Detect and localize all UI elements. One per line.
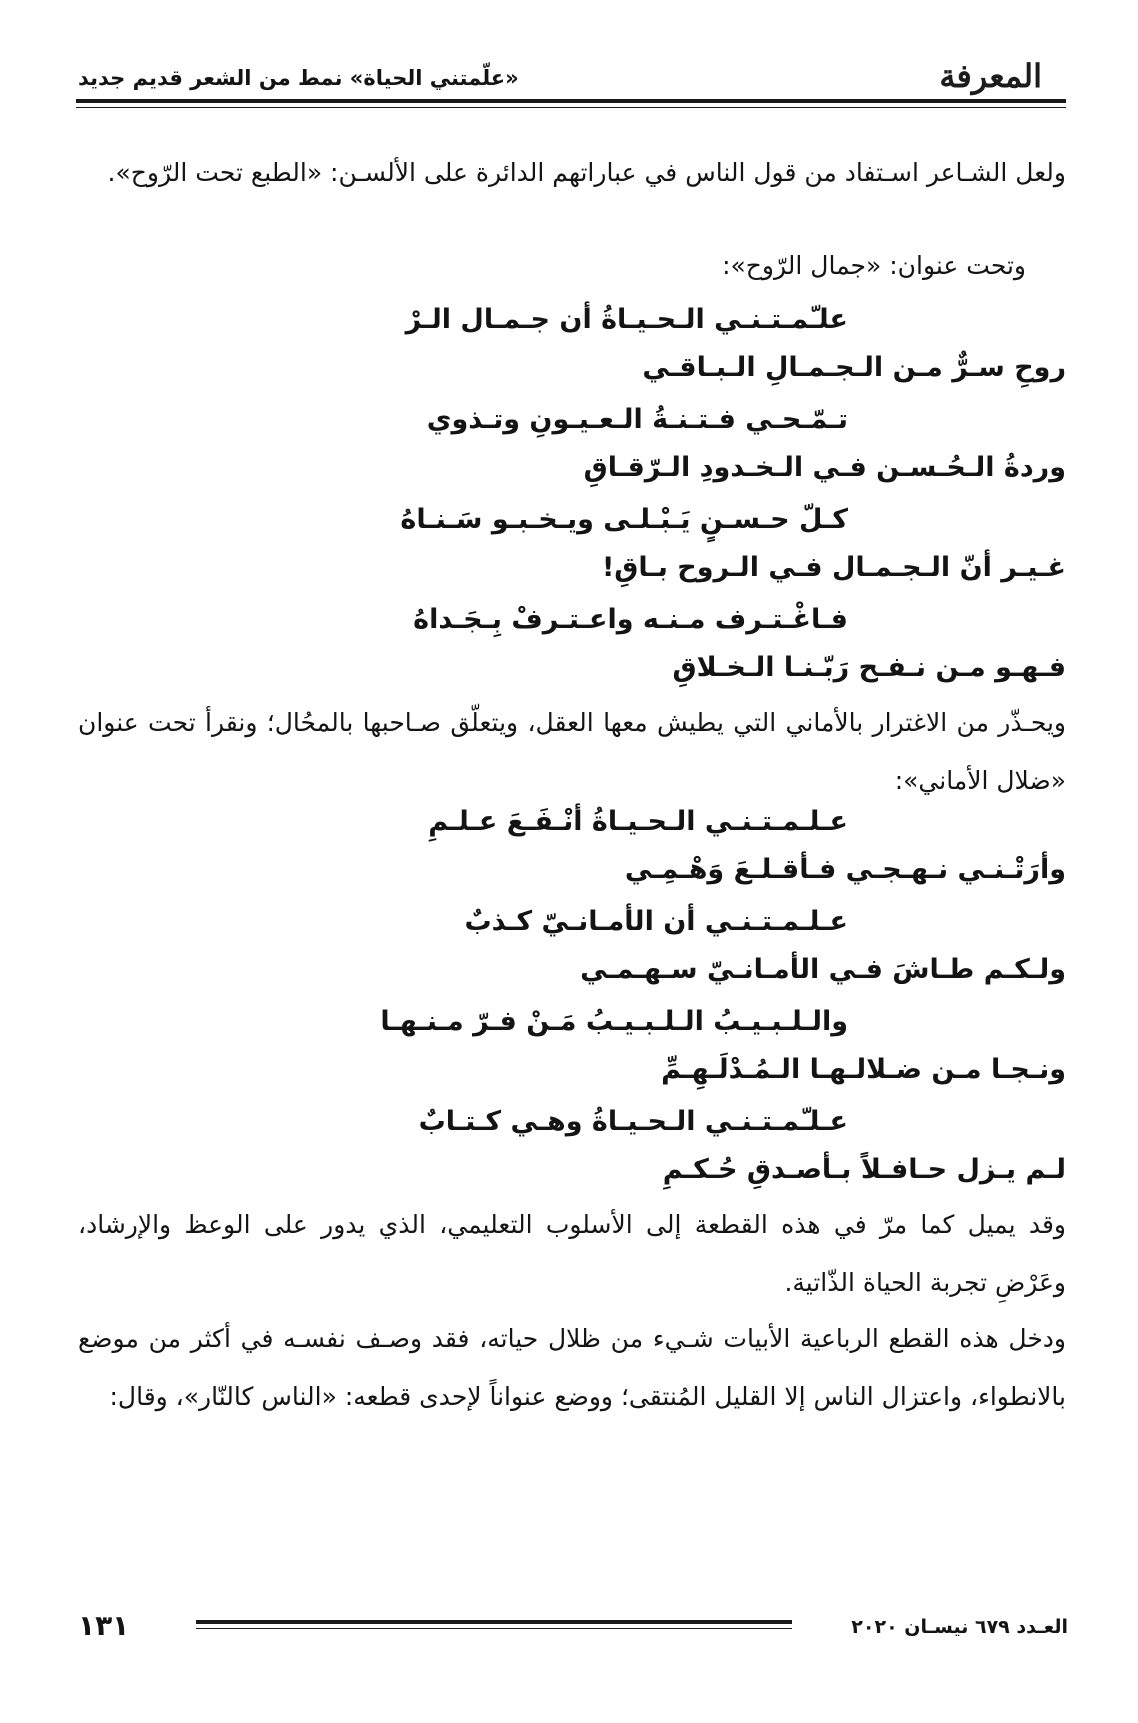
running-title: «علّمتني الحياة» نمط من الشعر قديم جديد bbox=[78, 66, 519, 90]
poem-verse: ولـكـم طـاشَ فـي الأمـانـيّ سـهـمـي bbox=[580, 954, 1066, 985]
poem-verse: عـلـمـتـنـي أن الأمـانـيّ كـذبٌ bbox=[464, 906, 848, 937]
poem-verse: تـمّـحـي فـتـنـةُ الـعـيـونِ وتـذوي bbox=[426, 404, 848, 435]
page-footer bbox=[0, 1600, 1138, 1680]
poem-intro: وتحت عنوان: «جمال الرّوح»: bbox=[722, 251, 1026, 280]
poem-verse: كـلّ حـسـنٍ يَـبْـلـى ويـخـبـو سَـنـاهُ bbox=[400, 504, 848, 535]
footer-rule-thin bbox=[196, 1628, 792, 1629]
paragraph: ودخل هذه القطع الرباعية الأبيات شـيء من ظلال حياته، فقد وصـف نفسـه في أكثر من موضع بالانطواء، واعتزال الناس إلا القليل المُنتقى؛ ووضع عنواناً لإحدى قطعه: «الناس كالنّار»، وقال: bbox=[78, 1324, 1066, 1411]
issue-info: العـدد ٦٧٩ نيسـان ٢٠٢٠ bbox=[851, 1616, 1068, 1638]
page-number: ١٣١ bbox=[78, 1609, 130, 1642]
poem-verse: والـلـبـيـبُ الـلـبـيـبُ مَـنْ فـرّ مـنـهـا bbox=[380, 1006, 848, 1037]
paragraph: ولعل الشـاعر اسـتفاد من قول الناس في عباراتهم الدائرة على الألسـن: «الطبع تحت الرّوح». bbox=[107, 158, 1066, 187]
poem-verse: عـلـمـتـنـي الـحـيـاةُ أنْـفَـعَ عـلـمِ bbox=[428, 806, 848, 837]
poem-verse: روحِ سـرٌّ مـن الـجـمـالِ الـبـاقـي bbox=[642, 352, 1066, 383]
paragraph: ويحـذّر من الاغترار بالأماني التي يطيش معها العقل، ويتعلّق صـاحبها بالمحُال؛ ونقرأ تحت عنوان «ضلال الأماني»: bbox=[78, 708, 1066, 795]
poem-verse: لـم يـزل حـافـلاً بـأصـدقِ حُـكـمِ bbox=[662, 1154, 1066, 1185]
poem-verse: ونـجـا مـن ضـلالـهـا الـمُـدْلَـهِـمِّ bbox=[661, 1054, 1066, 1085]
poem-verse: وردةُ الـحُـسـن فـي الـخـدودِ الـرّقـاقِ bbox=[583, 452, 1066, 483]
page-header bbox=[0, 0, 1138, 120]
poem-verse: علـّمـتـنـي الـحـيـاةُ أن جـمـال الـرْ bbox=[405, 304, 848, 335]
poem-verse: غـيـر أنّ الـجـمـال فـي الـروح بـاقِ! bbox=[601, 552, 1066, 583]
footer-rule-thick bbox=[196, 1620, 792, 1624]
poem-verse: فـهـو مـن نـفـح رَبّـنـا الـخـلاقِ bbox=[672, 652, 1066, 683]
poem-verse: فـاغْـتـرف مـنـه واعـتـرفْ بِـجَـداهُ bbox=[413, 604, 848, 635]
poem-verse: عـلـّمـتـنـي الـحـيـاةُ وهـي كـتـابٌ bbox=[418, 1106, 848, 1137]
paragraph: وقد يميل كما مرّ في هذه القطعة إلى الأسلوب التعليمي، الذي يدور على الوعظ والإرشاد، وعَرْضِ تجربة الحياة الذّاتية. bbox=[78, 1210, 1066, 1297]
magazine-logo: المعرفة bbox=[939, 57, 1042, 95]
header-rule-thin bbox=[76, 107, 1066, 108]
header-rule-thick bbox=[76, 99, 1066, 103]
poem-verse: وأرَتْـنـي نـهـجـي فـأقـلـعَ وَهْـمِـي bbox=[624, 854, 1066, 885]
